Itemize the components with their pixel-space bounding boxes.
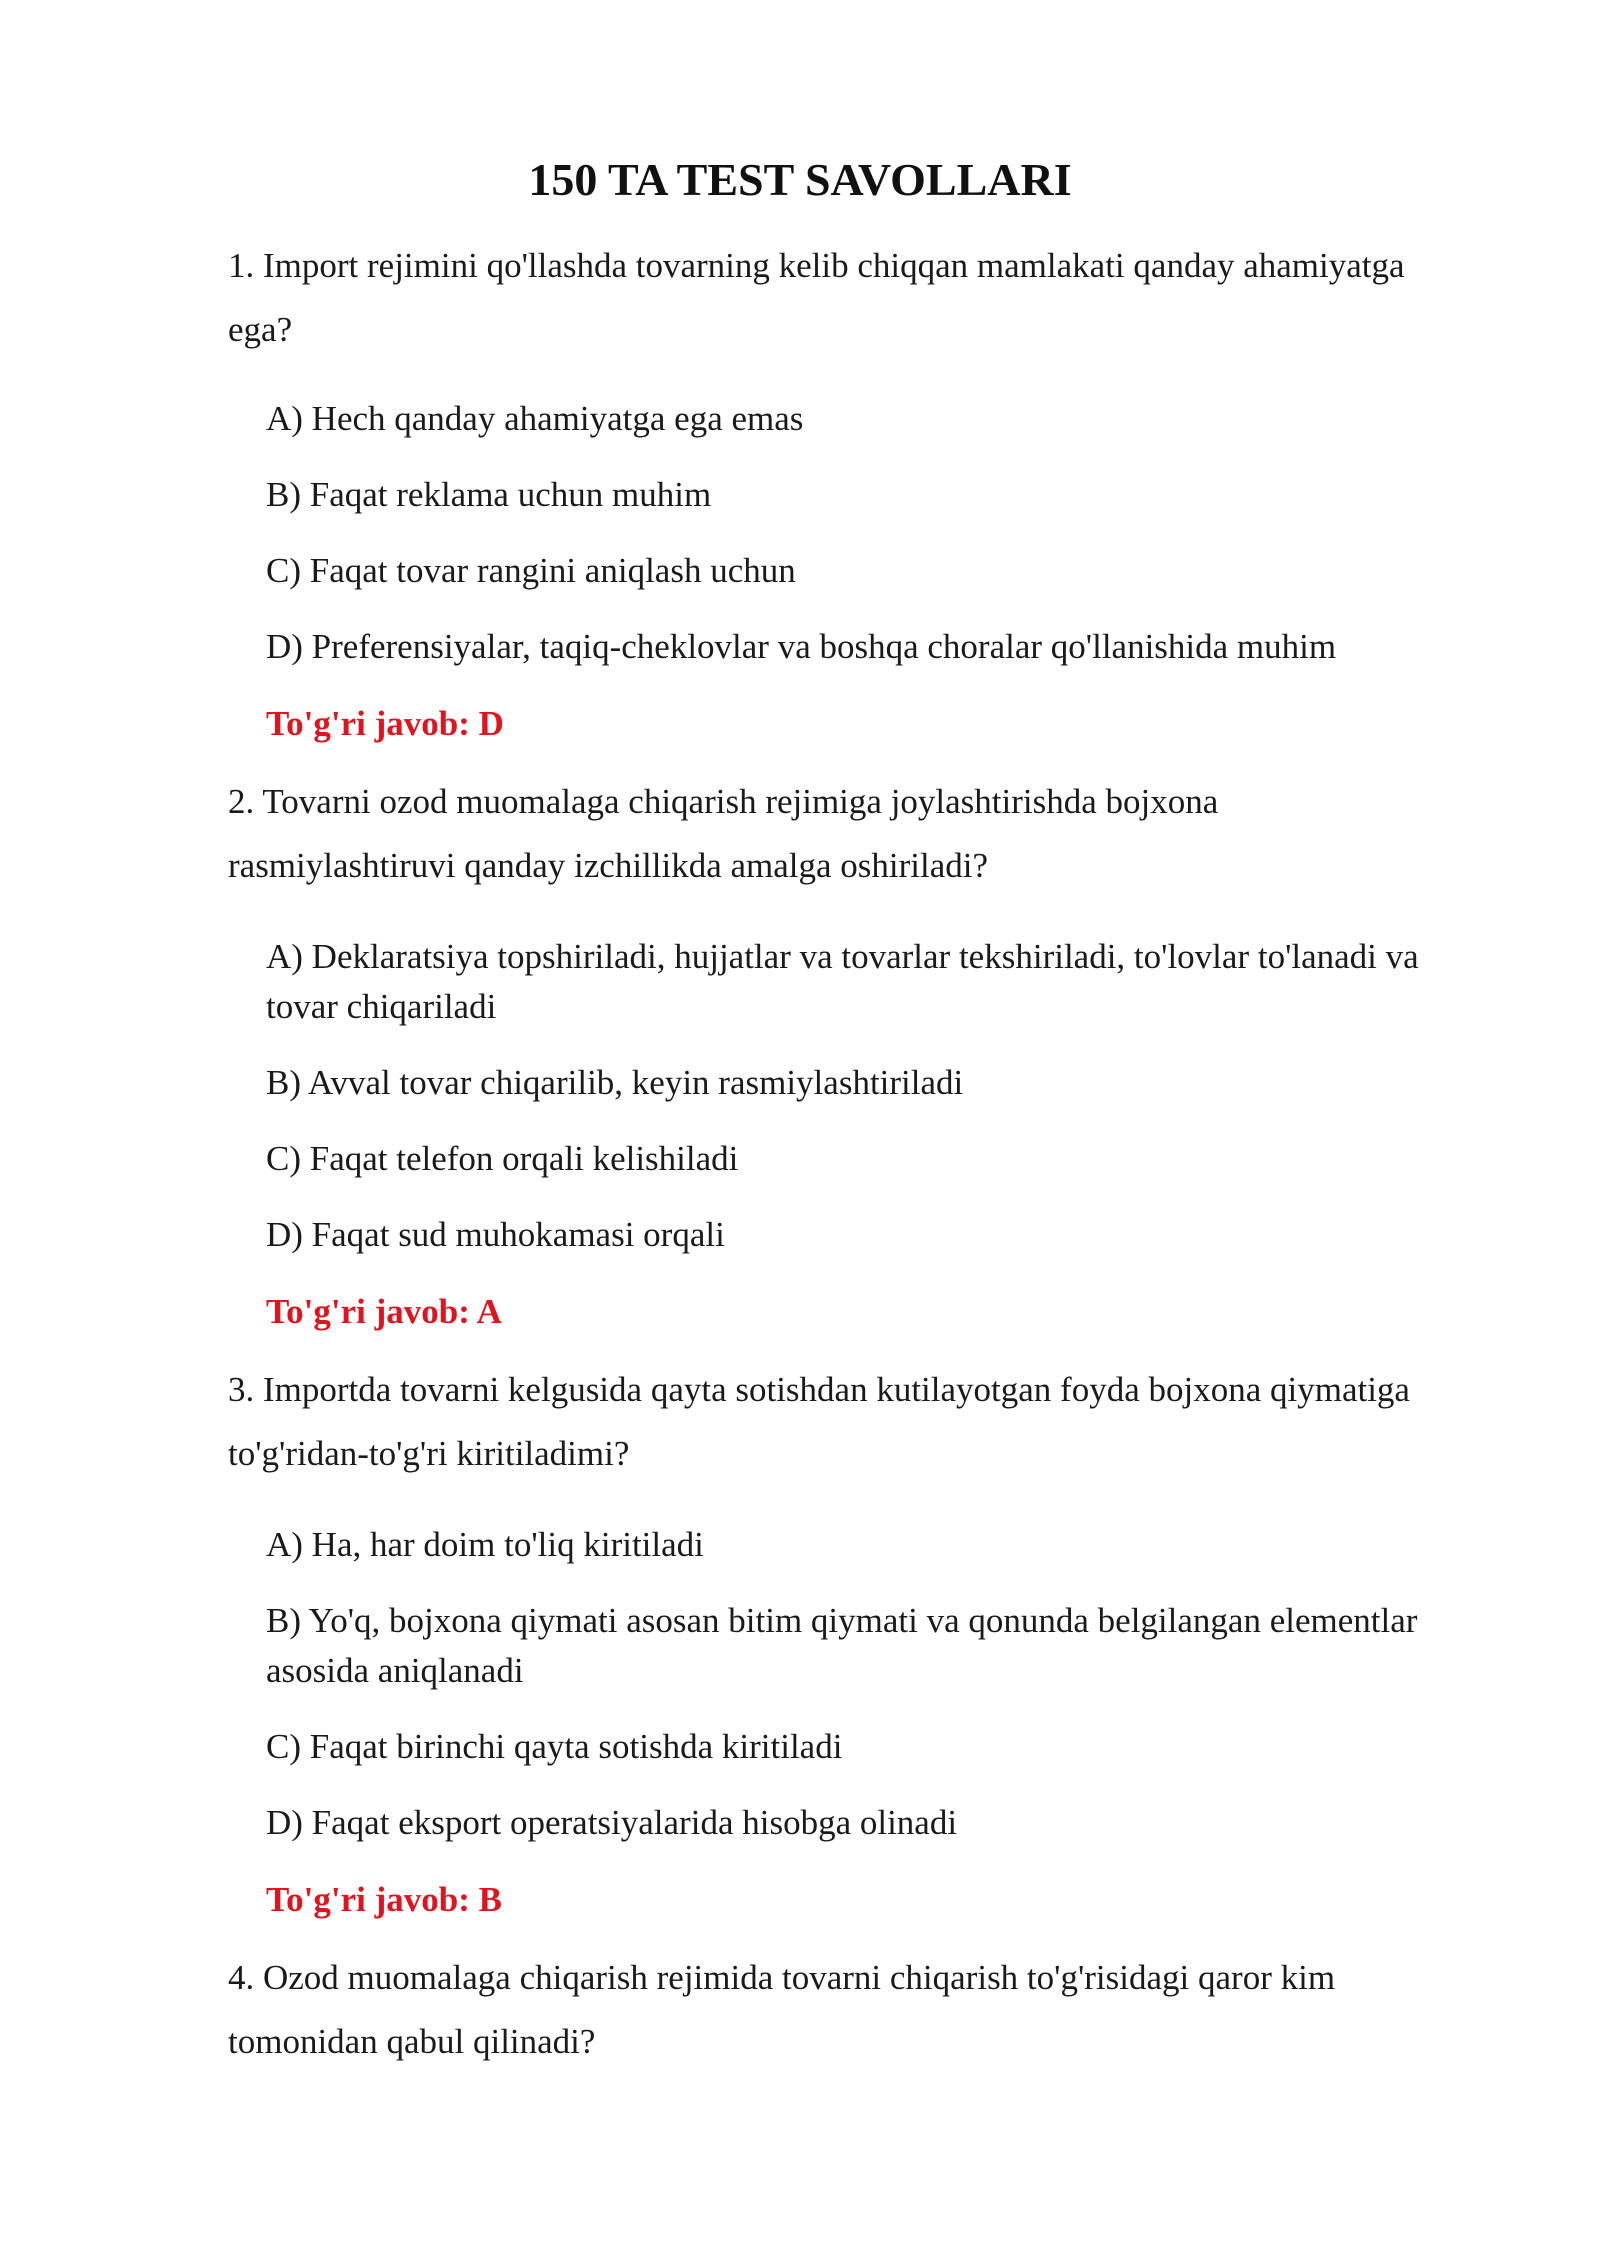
- question-2-option-c: C) Faqat telefon orqali kelishiladi: [266, 1139, 739, 1178]
- question-1-option-a: A) Hech qanday ahamiyatga ega emas: [266, 399, 804, 438]
- question-1-text: 1. Import rejimini qo'llashda tovarning kelib chiqqan mamlakati qanday ahamiyatga ega?: [228, 246, 1405, 349]
- question-2-answer: To'g'ri javob: A: [266, 1292, 502, 1331]
- question-4-text: 4. Ozod muomalaga chiqarish rejimida tovarni chiqarish to'g'risidagi qaror kim tomonidan qabul qilinadi?: [228, 1958, 1336, 2061]
- document-title: 150 TA TEST SAVOLLARI: [528, 154, 1072, 205]
- question-2-option-b: B) Avval tovar chiqarilib, keyin rasmiylashtiriladi: [266, 1063, 964, 1102]
- question-3-option-c: C) Faqat birinchi qayta sotishda kiritiladi: [266, 1727, 843, 1766]
- question-2-text: 2. Tovarni ozod muomalaga chiqarish rejimiga joylashtirishda bojxona rasmiylashtiruvi qanday izchillikda amalga oshiriladi?: [228, 782, 1219, 885]
- question-1-option-d: D) Preferensiyalar, taqiq-cheklovlar va boshqa choralar qo'llanishida muhim: [266, 627, 1337, 666]
- question-3-option-a: A) Ha, har doim to'liq kiritiladi: [266, 1525, 704, 1564]
- question-3-option-d: D) Faqat eksport operatsiyalarida hisobga olinadi: [266, 1803, 958, 1842]
- question-2-option-a: A) Deklaratsiya topshiriladi, hujjatlar va tovarlar tekshiriladi, to'lovlar to'lanadi va tovar chiqariladi: [266, 937, 1419, 1026]
- question-1-option-c: C) Faqat tovar rangini aniqlash uchun: [266, 551, 796, 590]
- question-1-option-b: B) Faqat reklama uchun muhim: [266, 475, 712, 514]
- question-3-answer: To'g'ri javob: B: [266, 1880, 502, 1919]
- question-3-text: 3. Importda tovarni kelgusida qayta sotishdan kutilayotgan foyda bojxona qiymatiga to'g'ridan-to'g'ri kiritiladimi?: [228, 1370, 1410, 1473]
- question-3-option-b: B) Yo'q, bojxona qiymati asosan bitim qiymati va qonunda belgilangan elementlar asosida aniqlanadi: [266, 1601, 1418, 1690]
- question-2-option-d: D) Faqat sud muhokamasi orqali: [266, 1215, 725, 1254]
- question-1-answer: To'g'ri javob: D: [266, 704, 504, 743]
